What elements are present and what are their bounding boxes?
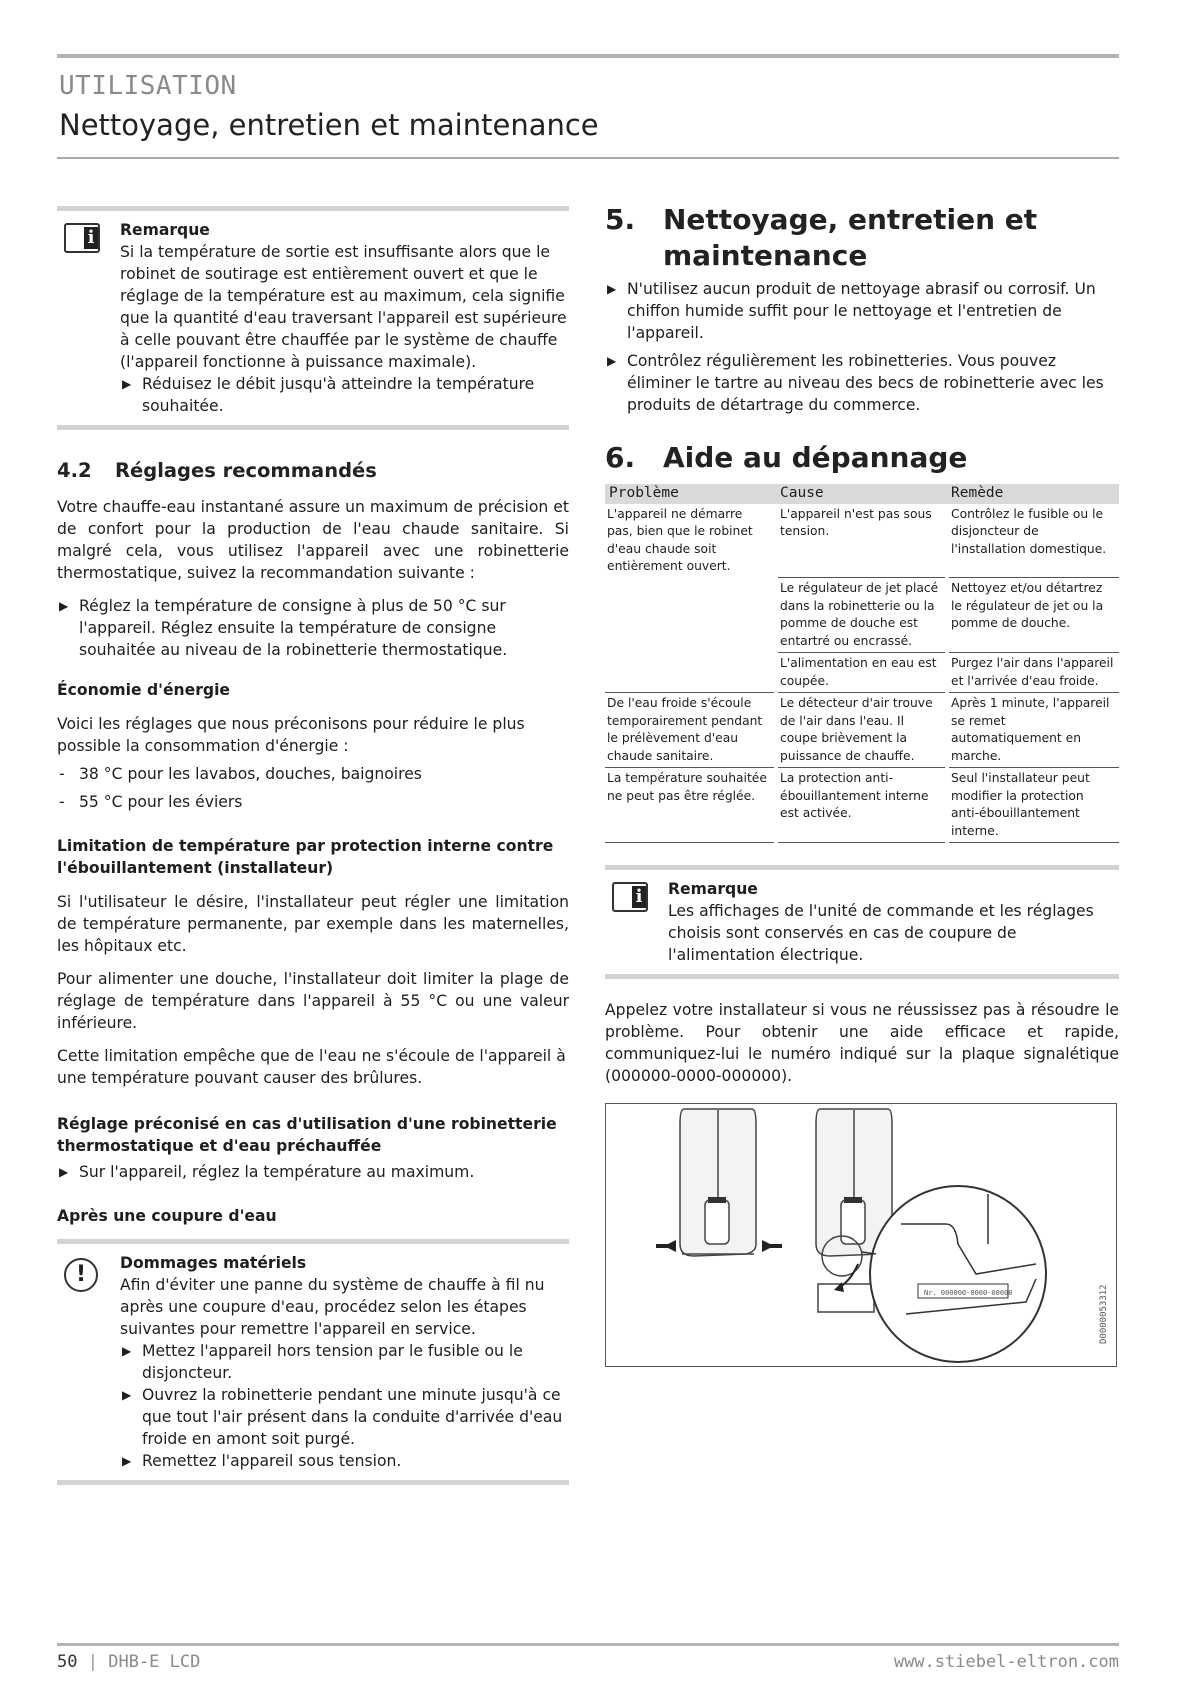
contact-paragraph: Appelez votre installateur si vous ne réussissez pas à résoudre le problème. Pour obtenir une aide efficace et rapide, communiquez-lui le numéro indiqué sur la plaque signalétique (000000-0000-000000). <box>605 1001 1119 1085</box>
section-label: UTILISATION <box>59 71 237 101</box>
section-4-2-intro: Votre chauffe-eau instantané assure un maximum de précision et de confort pour la production de l'eau chaude sanitaire. Si malgré cela, vous utilisez l'appareil avec une robinetterie thermostatique, suivez la recommandation suivante : <box>57 498 569 582</box>
water-heater-front <box>680 1109 756 1256</box>
remark-text: Si la température de sortie est insuffisante alors que le robinet de soutirage est entièrement ouvert et que le réglage de la température est au maximum, cela signifie que la quantité d'eau traversant l'appareil est supérieure à celle pouvant être chauffée par le système de chauffe (l'appareil fonctionne à puissance maximale). <box>120 243 567 371</box>
note2-bottom-bar <box>605 974 1119 979</box>
model-name: DHB-E LCD <box>108 1652 201 1672</box>
warning-bullet: ▶ Remettez l'appareil sous tension. <box>120 1450 569 1472</box>
table-cell: Après 1 minute, l'appareil se remet automatiquement en marche. <box>947 693 1119 768</box>
header-bottom-rule <box>57 157 1119 159</box>
table-header-cell: Cause <box>776 484 947 504</box>
section-5-heading <box>605 202 1119 274</box>
table-header-cell: Remède <box>947 484 1119 504</box>
table-cell: Le régulateur de jet placé dans la robinetterie ou la pomme de douche est entartré ou encrassé. <box>776 578 947 653</box>
table-cell <box>605 578 776 653</box>
after-water-cut-heading: Après une coupure d'eau <box>57 1207 277 1225</box>
header-top-rule <box>57 54 1119 58</box>
footer-rule <box>57 1643 1119 1646</box>
troubleshooting-table <box>605 484 1119 843</box>
table-row <box>605 578 1119 653</box>
remark-title: Remarque <box>120 221 210 239</box>
table-row <box>605 653 1119 693</box>
energy-item: - 55 °C pour les éviers <box>57 791 569 813</box>
table-cell: Purgez l'air dans l'appareil et l'arrivée d'eau froide. <box>947 653 1119 693</box>
limitation-paragraph: Pour alimenter une douche, l'installateur doit limiter la plage de réglage de température dans l'appareil à 55 °C ou une valeur inférieure. <box>57 970 569 1032</box>
table-cell: L'appareil ne démarre pas, bien que le robinet d'eau chaude soit entièrement ouvert. <box>605 504 776 578</box>
section-6-number: 6. <box>605 441 636 474</box>
section-5-number: 5. <box>605 203 636 236</box>
limitation-paragraph: Cette limitation empêche que de l'eau ne s'écoule de l'appareil à une température pouvant causer des brûlures. <box>57 1047 566 1087</box>
section-5-title: Nettoyage, entretien et maintenance <box>663 203 1038 272</box>
table-cell: Nettoyez et/ou détartrez le régulateur de jet ou la pomme de douche. <box>947 578 1119 653</box>
device-figure <box>605 1103 1117 1367</box>
figure-code: D0000053312 <box>1099 1284 1109 1344</box>
arrow-right-icon <box>762 1240 782 1252</box>
warning-bullet: ▶ Ouvrez la robinetterie pendant une minute jusqu'à ce que tout l'air présent dans la conduite d'arrivée d'eau froide en amont soit purgé. <box>120 1384 569 1450</box>
energy-heading: Économie d'énergie <box>57 681 230 699</box>
energy-intro: Voici les réglages que nous préconisons pour réduire le plus possible la consommation d'énergie : <box>57 715 525 755</box>
table-cell: Seul l'installateur peut modifier la protection anti-ébouillantement interne. <box>947 768 1119 843</box>
footer-website: www.stiebel-eltron.com <box>893 1652 1119 1672</box>
warning-title: Dommages matériels <box>120 1254 307 1272</box>
warning-note <box>57 1244 569 1480</box>
left-column <box>57 206 569 1485</box>
note-bottom-bar <box>57 425 569 430</box>
section-5-bullet: ▶ N'utilisez aucun produit de nettoyage abrasif ou corrosif. Un chiffon humide suffit pour le nettoyage et l'entretien de l'appareil. <box>605 278 1119 344</box>
page-title: Nettoyage, entretien et maintenance <box>59 108 599 142</box>
remark-note-2 <box>605 870 1119 974</box>
table-header-row <box>605 484 1119 504</box>
thermostatic-heading: Réglage préconisé en cas d'utilisation d'une robinetterie thermostatique et d'eau préchauffée <box>57 1115 557 1155</box>
footer-left <box>57 1652 200 1672</box>
info-book-icon: i <box>64 223 100 253</box>
table-cell: Le détecteur d'air trouve de l'air dans l'eau. Il coupe brièvement la puissance de chauffe. <box>776 693 947 768</box>
table-row <box>605 504 1119 578</box>
warning-exclamation-icon: ! <box>64 1258 98 1292</box>
right-column <box>605 202 1119 1367</box>
warning-bottom-bar <box>57 1480 569 1485</box>
table-cell: De l'eau froide s'écoule temporairement pendant le prélèvement d'eau chaude sanitaire. <box>605 693 776 768</box>
section-6-title: Aide au dépannage <box>663 441 968 474</box>
table-cell: La protection anti-ébouillantement interne est activée. <box>776 768 947 843</box>
table-cell: La température souhaitée ne peut pas être réglée. <box>605 768 776 843</box>
device-illustration <box>606 1104 1115 1365</box>
arrow-left-icon <box>656 1240 676 1252</box>
info-book-icon: i <box>612 882 648 912</box>
section-4-2-title: Réglages recommandés <box>115 459 377 482</box>
table-row <box>605 693 1119 768</box>
table-row <box>605 768 1119 843</box>
section-4-2-bullet: ▶ Réglez la température de consigne à plus de 50 °C sur l'appareil. Réglez ensuite la température de consigne souhaitée au niveau de la robinetterie thermostatique. <box>57 595 569 661</box>
warning-bullet: ▶ Mettez l'appareil hors tension par le fusible ou le disjoncteur. <box>120 1340 569 1384</box>
remark2-title: Remarque <box>668 880 758 898</box>
section-5-bullet: ▶ Contrôlez régulièrement les robinetteries. Vous pouvez éliminer le tartre au niveau des becs de robinetterie avec les produits de détartrage du commerce. <box>605 350 1119 416</box>
thermostatic-bullet: ▶ Sur l'appareil, réglez la température au maximum. <box>57 1161 569 1183</box>
table-cell: L'alimentation en eau est coupée. <box>776 653 947 693</box>
section-4-2-heading <box>57 460 569 482</box>
table-cell: Contrôlez le fusible ou le disjoncteur de l'installation domestique. <box>947 504 1119 578</box>
page-number: 50 <box>57 1652 78 1672</box>
warning-text: Afin d'éviter une panne du système de chauffe à fil nu après une coupure d'eau, procédez selon les étapes suivantes pour remettre l'appareil en service. <box>120 1276 545 1338</box>
remark-bullet: ▶ Réduisez le débit jusqu'à atteindre la température souhaitée. <box>120 373 569 417</box>
section-6-heading <box>605 440 1119 476</box>
limitation-heading: Limitation de température par protection interne contre l'ébouillantement (installateur) <box>57 837 554 877</box>
limitation-paragraph: Si l'utilisateur le désire, l'installateur peut régler une limitation de température permanente, par exemple dans les maternelles, les hôpitaux etc. <box>57 893 569 955</box>
remark2-text: Les affichages de l'unité de commande et les réglages choisis sont conservés en cas de coupure de l'alimentation électrique. <box>668 902 1094 964</box>
table-cell <box>605 653 776 693</box>
remark-note <box>57 211 569 425</box>
footer-separator: | <box>87 1652 98 1672</box>
table-header-cell: Problème <box>605 484 776 504</box>
table-cell: L'appareil n'est pas sous tension. <box>776 504 947 578</box>
rating-plate-text: Nr. 000000-0000-00000 <box>924 1289 1013 1297</box>
energy-item: - 38 °C pour les lavabos, douches, baignoires <box>57 763 569 785</box>
section-4-2-number: 4.2 <box>57 459 92 482</box>
